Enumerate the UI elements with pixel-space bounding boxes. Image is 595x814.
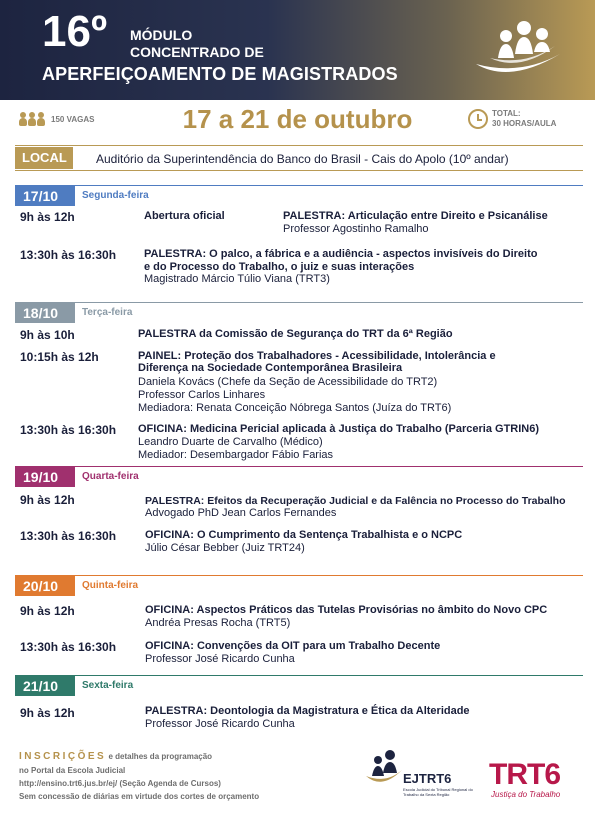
session-time: 9h às 12h — [20, 210, 75, 224]
session-speaker: Daniela Kovács (Chefe da Seção de Acessibilidade do TRT2) — [138, 376, 438, 388]
registration-line2: no Portal da Escola Judicial — [19, 766, 126, 775]
registration-note: Sem concessão de diárias em virtude dos cortes de orçamento — [19, 792, 260, 801]
people-logo-icon — [470, 14, 570, 84]
day-header-21-10 — [15, 675, 583, 697]
session-speaker: Mediador: Desembargador Fábio Farias — [138, 449, 334, 461]
session-speaker: Júlio César Bebber (Juiz TRT24) — [145, 542, 305, 554]
session-title: Abertura oficial — [144, 210, 225, 222]
day-weekday: Quarta-feira — [82, 471, 139, 482]
header-title-line2: CONCENTRADO DE — [130, 44, 264, 60]
day-weekday: Sexta-feira — [82, 680, 134, 691]
day-header-20-10 — [15, 575, 583, 597]
day-weekday: Segunda-feira — [82, 190, 149, 201]
session-speaker: Advogado PhD Jean Carlos Fernandes — [145, 507, 337, 519]
registration-details: e detalhes da programação — [106, 752, 213, 761]
local-text: Auditório da Superintendência do Banco do Brasil - Cais do Apolo (10º andar) — [96, 152, 509, 166]
session-title: PALESTRA: Efeitos da Recuperação Judicial e da Falência no Processo do Trabalho — [145, 495, 566, 507]
session-title: OFICINA: Aspectos Práticos das Tutelas Provisórias no âmbito do Novo CPC — [145, 604, 548, 616]
session-speaker: Professor José Ricardo Cunha — [145, 653, 295, 665]
session-title: Diferença na Sociedade Contemporânea Brasileira — [138, 362, 403, 374]
total-label: TOTAL: — [492, 109, 521, 118]
session-title: OFICINA: Convenções da OIT para um Trabalho Decente — [145, 640, 441, 652]
registration-line1 — [19, 751, 212, 762]
session-time: 13:30h às 16:30h — [20, 529, 117, 543]
day-date: 19/10 — [15, 467, 75, 487]
module-number: 16º — [42, 7, 108, 56]
session-speaker: Andréa Presas Rocha (TRT5) — [145, 617, 291, 629]
day-date: 21/10 — [15, 676, 75, 696]
total-value: 30 HORAS/AULA — [492, 119, 557, 128]
session-title: OFICINA: O Cumprimento da Sentença Trabalhista e o NCPC — [145, 529, 463, 541]
header-title-line1: MÓDULO — [130, 27, 193, 43]
session-title: PALESTRA: Deontologia da Magistratura e Ética da Alteridade — [145, 705, 470, 717]
session-speaker: Professor Agostinho Ramalho — [283, 223, 429, 235]
day-header-17-10 — [15, 185, 583, 207]
header-banner — [0, 0, 595, 100]
session-speaker: Magistrado Márcio Túlio Viana (TRT3) — [144, 273, 330, 285]
session-time: 10:15h às 12h — [20, 350, 99, 364]
session-title: e do Processo do Trabalho, o juiz e suas interações — [144, 261, 415, 273]
header-title-line3: APERFEIÇOAMENTO DE MAGISTRADOS — [42, 64, 398, 84]
day-header-18-10 — [15, 302, 583, 324]
session-time: 9h às 12h — [20, 604, 75, 618]
session-time: 13:30h às 16:30h — [20, 423, 117, 437]
registration-url: http://ensino.trt6.jus.br/ej/ (Seção Agenda de Cursos) — [19, 779, 221, 788]
escola-judicial-logo-icon — [362, 746, 406, 790]
session-time: 13:30h às 16:30h — [20, 248, 117, 262]
day-date: 18/10 — [15, 303, 75, 323]
session-title: PALESTRA da Comissão de Segurança do TRT da 6ª Região — [138, 328, 453, 340]
session-speaker: Professor Carlos Linhares — [138, 389, 266, 401]
session-time: 9h às 10h — [20, 328, 75, 342]
vagas-label: 150 VAGAS — [51, 114, 95, 124]
session-speaker: Mediadora: Renata Conceição Nóbrega Santos (Juíza do TRT6) — [138, 402, 452, 414]
registration-heading: INSCRIÇÕES — [19, 751, 107, 762]
total-hours — [468, 109, 556, 129]
session-title: PALESTRA: O palco, a fábrica e a audiência - aspectos invisíveis do Direito — [144, 248, 538, 260]
local-tag: LOCAL — [15, 147, 73, 169]
trt6-logo: TRT6 — [489, 758, 560, 791]
event-dates: 17 a 21 de outubro — [182, 104, 413, 134]
session-speaker: Leandro Duarte de Carvalho (Médico) — [138, 436, 323, 448]
session-time: 9h às 12h — [20, 493, 75, 507]
clock-icon — [468, 109, 488, 129]
session-time: 9h às 12h — [20, 706, 75, 720]
ej-description: Escola Judicial do Tribunal Regional do Trabalho da Sexta Região — [403, 787, 473, 797]
session-title: PALESTRA: Articulação entre Direito e Psicanálise — [283, 210, 548, 222]
ej-name: EJTRT6 — [403, 771, 452, 786]
day-weekday: Quinta-feira — [82, 580, 139, 591]
day-date: 20/10 — [15, 576, 75, 596]
trt6-subtitle: Justiça do Trabalho — [491, 790, 561, 799]
session-speaker: Professor José Ricardo Cunha — [145, 718, 295, 730]
location-bar — [15, 145, 583, 171]
session-title: OFICINA: Medicina Pericial aplicada à Justiça do Trabalho (Parceria GTRIN6) — [138, 423, 540, 435]
day-header-19-10 — [15, 466, 583, 488]
day-date: 17/10 — [15, 186, 75, 206]
session-title: PAINEL: Proteção dos Trabalhadores - Acessibilidade, Intolerância e — [138, 350, 496, 362]
session-time: 13:30h às 16:30h — [20, 640, 117, 654]
day-weekday: Terça-feira — [82, 307, 133, 318]
